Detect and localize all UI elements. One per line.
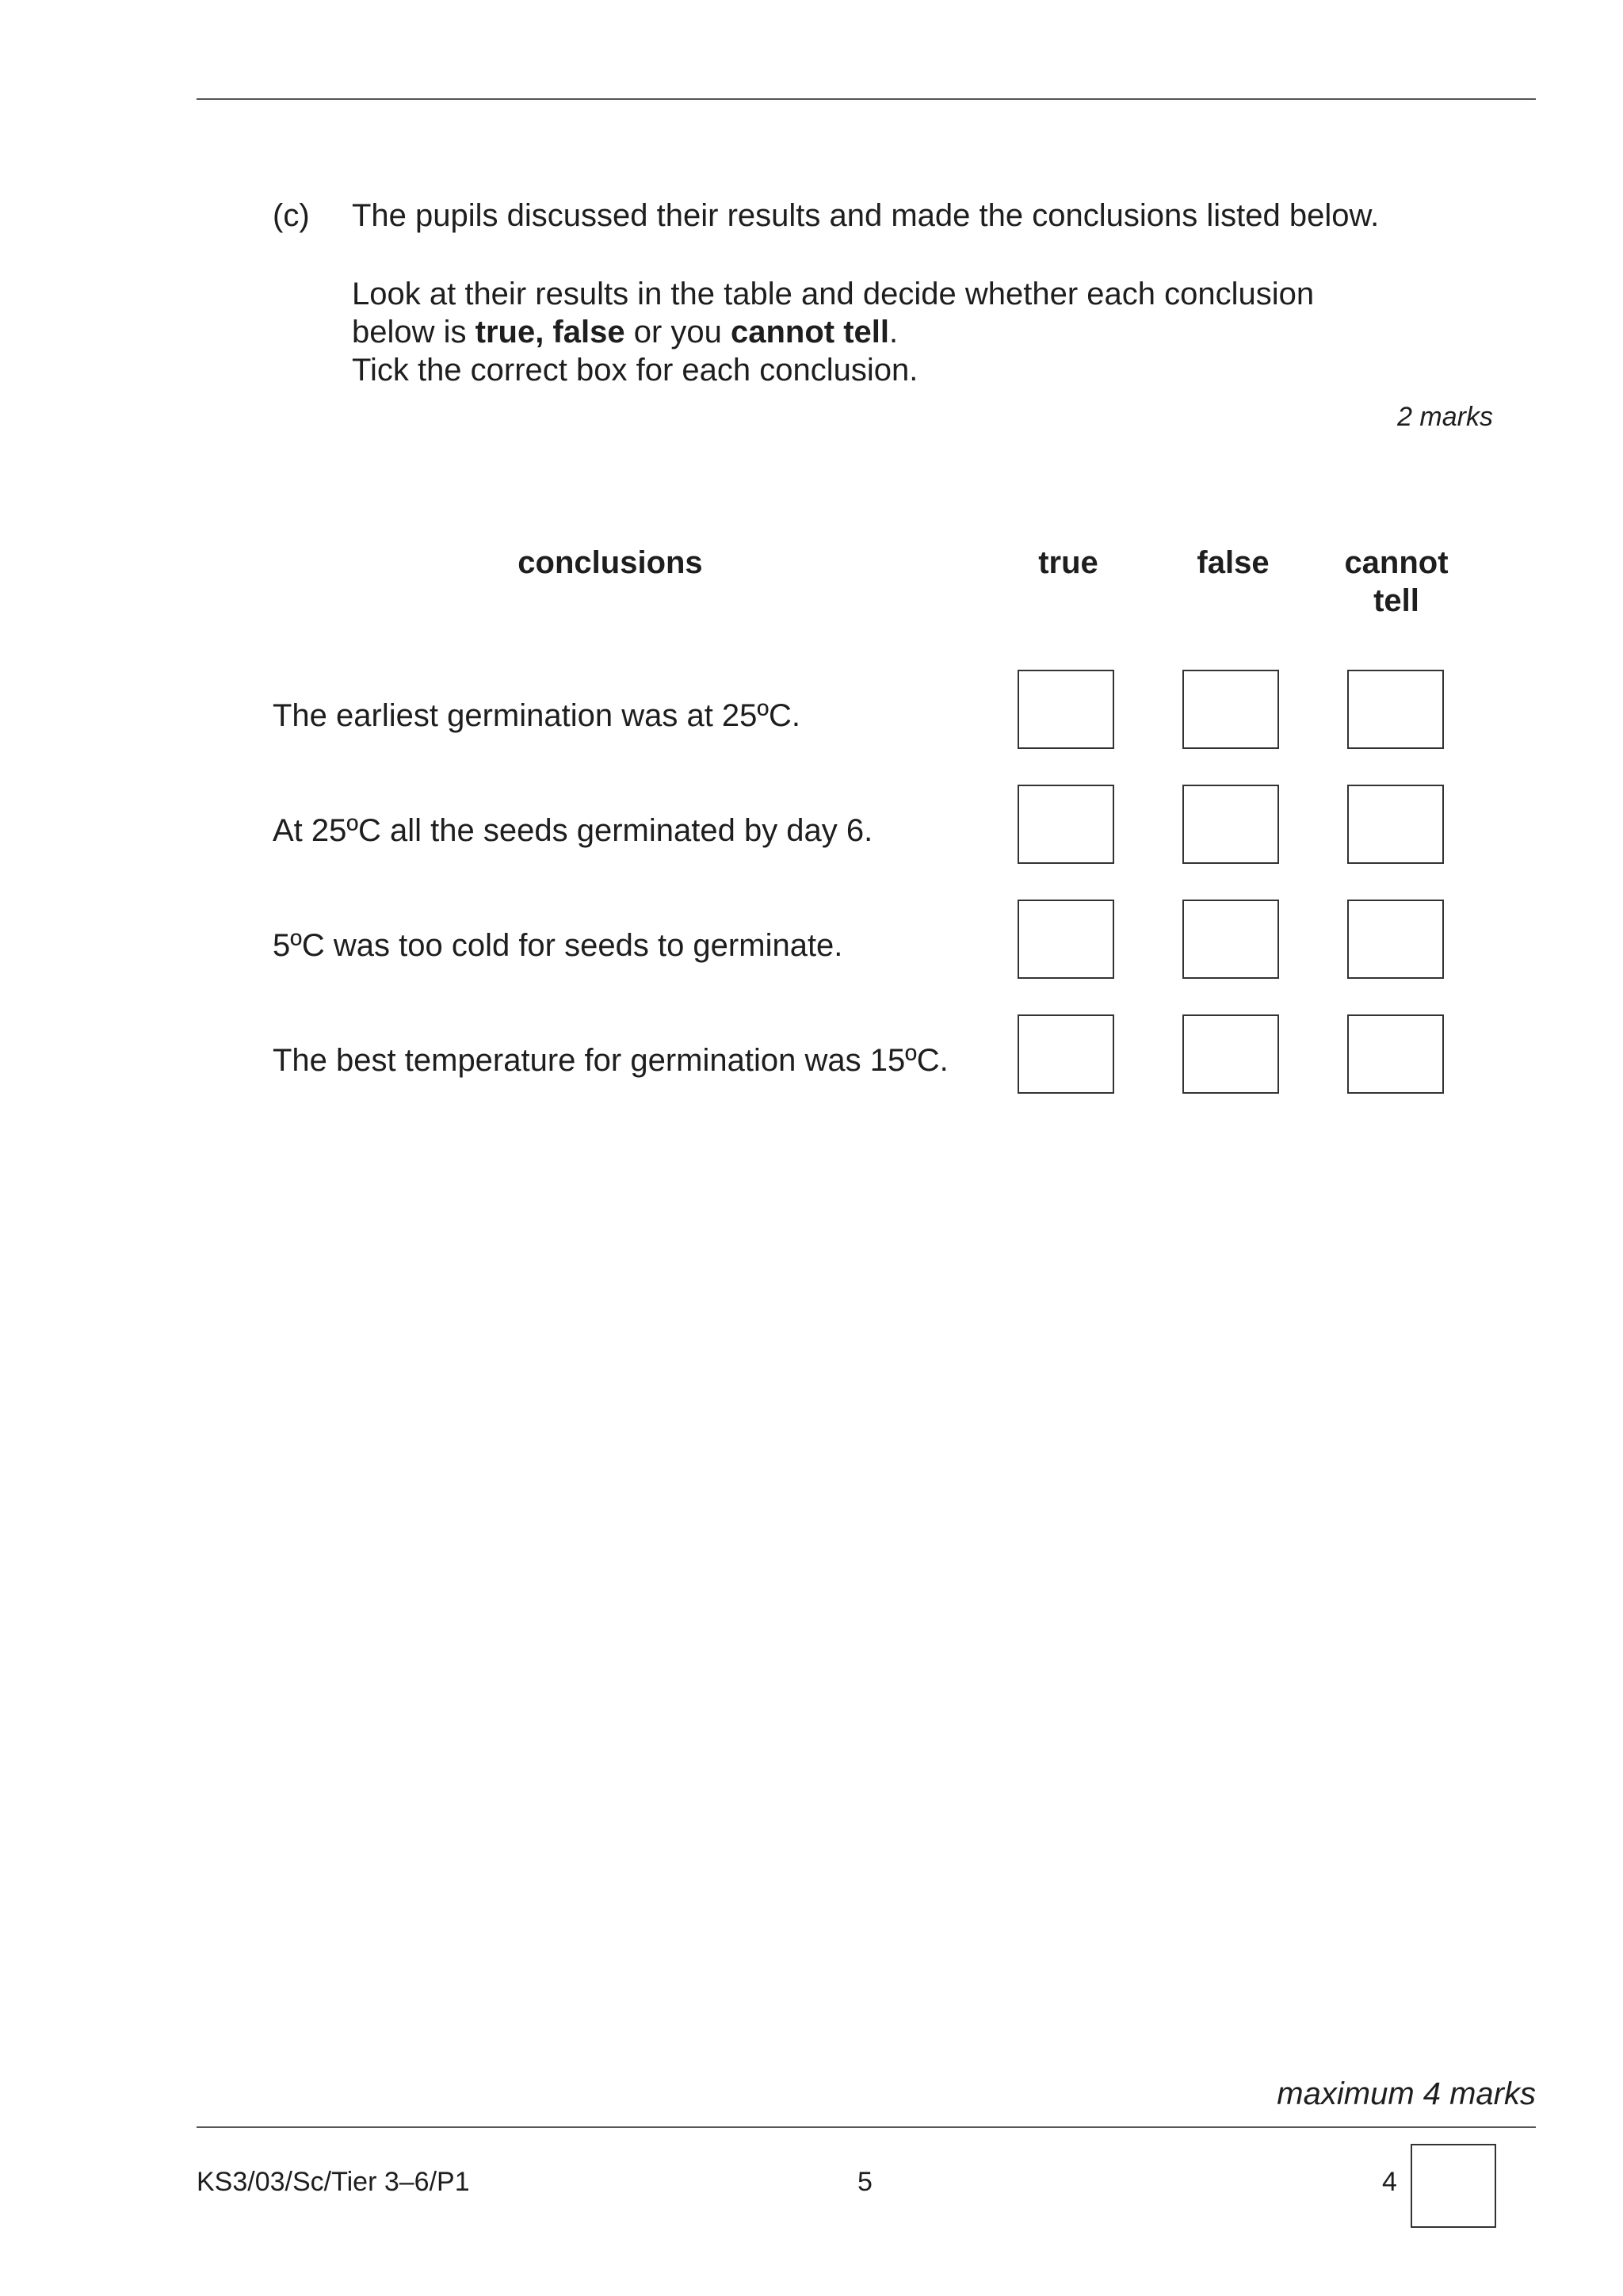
question-instructions <box>352 275 1314 389</box>
instruction-text: or you <box>624 315 731 350</box>
tick-box-false[interactable] <box>1182 1014 1279 1094</box>
conclusion-row <box>273 785 1461 865</box>
tick-box-cannot-tell[interactable] <box>1347 785 1444 864</box>
header-true: true <box>1038 545 1098 580</box>
tick-box-cannot-tell[interactable] <box>1347 670 1444 749</box>
instruction-line-3: Tick the correct box for each conclusion. <box>352 353 918 388</box>
conclusion-row <box>273 1014 1461 1095</box>
marks-label: 2 marks <box>1397 402 1493 432</box>
question-intro: The pupils discussed their results and made the conclusions listed below. <box>352 198 1380 233</box>
tick-box-true[interactable] <box>1018 1014 1114 1094</box>
header-tell-line: tell <box>1373 583 1419 618</box>
instruction-line-1: Look at their results in the table and decide whether each conclusion <box>352 277 1315 311</box>
header-false: false <box>1197 545 1270 580</box>
conclusion-text: The earliest germination was at 25ºC. <box>273 698 801 733</box>
conclusion-row <box>273 670 1461 751</box>
instruction-bold-true-false: true, false <box>475 315 625 350</box>
conclusion-text: The best temperature for germination was 15ºC. <box>273 1043 949 1078</box>
paper-code: KS3/03/Sc/Tier 3–6/P1 <box>197 2167 470 2197</box>
conclusion-text: At 25ºC all the seeds germinated by day 6. <box>273 813 873 848</box>
header-cannot-tell <box>1331 544 1461 620</box>
instruction-text: below is <box>352 315 475 350</box>
question-label: (c) <box>273 198 310 233</box>
tick-box-false[interactable] <box>1182 900 1279 979</box>
instruction-line-2 <box>352 313 1314 351</box>
conclusion-row <box>273 900 1461 980</box>
header-cannot-line: cannot <box>1344 545 1449 580</box>
tick-box-cannot-tell[interactable] <box>1347 1014 1444 1094</box>
question-number: 4 <box>1382 2167 1397 2197</box>
page-number: 5 <box>857 2167 873 2197</box>
tick-box-true[interactable] <box>1018 785 1114 864</box>
maximum-marks: maximum 4 marks <box>1277 2076 1536 2111</box>
tick-box-cannot-tell[interactable] <box>1347 900 1444 979</box>
marker-score-box <box>1411 2144 1496 2228</box>
tick-box-true[interactable] <box>1018 900 1114 979</box>
conclusion-text: 5ºC was too cold for seeds to germinate. <box>273 928 843 963</box>
instruction-bold-cannot-tell: cannot tell <box>731 315 890 350</box>
tick-box-false[interactable] <box>1182 670 1279 749</box>
top-rule <box>197 98 1536 100</box>
bottom-rule <box>197 2126 1536 2128</box>
instruction-text: . <box>889 315 899 350</box>
tick-box-false[interactable] <box>1182 785 1279 864</box>
header-conclusions: conclusions <box>517 545 703 580</box>
tick-box-true[interactable] <box>1018 670 1114 749</box>
